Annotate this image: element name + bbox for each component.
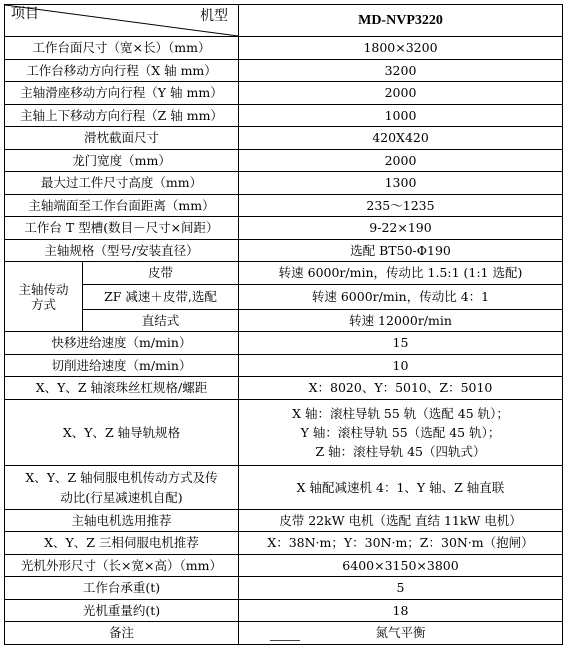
table-row: [5, 82, 563, 105]
guide-rail-line: X 轴：滚柱导轨 55 轨（选配 45 轨）；: [292, 405, 509, 421]
row-label: 主轴规格（型号/安装直径）: [5, 239, 239, 262]
guide-rail-label: X、Y、Z 轴导轨规格: [5, 399, 239, 465]
row-value: 1800×3200: [239, 37, 563, 60]
row-label: 光机重量约(t): [5, 599, 239, 622]
table-row: [5, 127, 563, 150]
row-value: 6400×3150×3800: [239, 554, 563, 577]
row-label: X、Y、Z 轴滚珠丝杠规格/螺距: [5, 377, 239, 400]
row-value: 9-22×190: [239, 217, 563, 240]
servo-drive-label: [5, 465, 239, 509]
row-value: 氮气平衡: [239, 622, 563, 645]
guide-rail-value: [239, 399, 563, 465]
item-header-label: 项目: [11, 6, 39, 22]
servo-drive-value: X 轴配减速机 4：1、Y 轴、Z 轴直联: [239, 465, 563, 509]
row-label: 最大过工件尺寸高度（mm）: [5, 172, 239, 195]
table-row: [5, 37, 563, 60]
row-value: X：8020、Y：5010、Z：5010: [239, 377, 563, 400]
table-row: [5, 577, 563, 600]
row-value: 235～1235: [239, 194, 563, 217]
row-label: 主轴滑座移动方向行程（Y 轴 mm）: [5, 82, 239, 105]
row-value: 选配 BT50-Φ190: [239, 239, 563, 262]
row-label: 主轴端面至工作台面距离（mm）: [5, 194, 239, 217]
table-row: [5, 354, 563, 377]
spindle-drive-label-line1: 主轴传动: [18, 281, 69, 297]
spindle-drive-value: 转速 6000r/min，传动比 1.5:1 (1:1 选配): [239, 262, 563, 285]
row-label: 光机外形尺寸（长×宽×高）（mm）: [5, 554, 239, 577]
table-row: [5, 509, 563, 532]
row-label: 工作台面尺寸（宽×长）（mm）: [5, 37, 239, 60]
table-row: [5, 104, 563, 127]
spindle-drive-label-line2: 方式: [30, 296, 56, 312]
table-row: [5, 554, 563, 577]
spindle-drive-value: 转速 12000r/min: [239, 309, 563, 332]
guide-rail-line: Z 轴：滚柱导轨 45（四轨式）: [315, 443, 486, 459]
table-row: [5, 599, 563, 622]
table-row: [5, 377, 563, 400]
servo-drive-row: [5, 465, 563, 509]
guide-rail-row: [5, 399, 563, 465]
row-value: 10: [239, 354, 563, 377]
row-value: 皮带 22kW 电机（选配 直结 11kW 电机）: [239, 509, 563, 532]
table-row: [5, 332, 563, 355]
table-row: [5, 59, 563, 82]
row-label: X、Y、Z 三相伺服电机推荐: [5, 532, 239, 555]
model-header-label: 机型: [200, 8, 228, 24]
row-label: 快移进给速度（m/min）: [5, 332, 239, 355]
row-label: 工作台移动方向行程（X 轴 mm）: [5, 59, 239, 82]
model-value: MD-NVP3220: [239, 5, 563, 37]
row-value: 1300: [239, 172, 563, 195]
table-row: [5, 194, 563, 217]
row-label: 备注: [5, 622, 239, 645]
servo-drive-label-line1: X、Y、Z 轴伺服电机传动方式及传: [25, 469, 218, 485]
page-edge-mark: [270, 640, 300, 645]
row-value: 2000: [239, 82, 563, 105]
spindle-drive-type: 皮带: [83, 262, 239, 285]
spindle-drive-value: 转速 6000r/min，传动比 4：1: [239, 284, 563, 309]
row-label: 工作台承重(t): [5, 577, 239, 600]
header-row: [5, 5, 563, 37]
table-row: [5, 239, 563, 262]
row-value: 18: [239, 599, 563, 622]
guide-rail-line: Y 轴：滚柱导轨 55（选配 45 轨）；: [300, 424, 501, 440]
row-label: 工作台 T 型槽(数目－尺寸×间距）: [5, 217, 239, 240]
row-label: 主轴上下移动方向行程（Z 轴 mm）: [5, 104, 239, 127]
diagonal-header-cell: [5, 5, 239, 37]
spindle-drive-row: [5, 262, 563, 285]
servo-drive-label-line2: 动比(行星减速机自配): [60, 489, 183, 505]
spindle-drive-type: ZF 减速＋皮带,选配: [83, 284, 239, 309]
row-value: 5: [239, 577, 563, 600]
row-value: 2000: [239, 149, 563, 172]
row-value: X：38N·m；Y：30N·m；Z：30N·m（抱闸）: [239, 532, 563, 555]
spindle-drive-row: [5, 284, 563, 309]
table-row: [5, 217, 563, 240]
table-row: [5, 149, 563, 172]
row-label: 龙门宽度（mm）: [5, 149, 239, 172]
table-row: [5, 532, 563, 555]
spec-table: [4, 4, 563, 645]
spindle-drive-row: [5, 309, 563, 332]
row-value: 420X420: [239, 127, 563, 150]
spindle-drive-label: [5, 262, 83, 332]
row-value: 15: [239, 332, 563, 355]
row-label: 切削进给速度（m/min）: [5, 354, 239, 377]
row-label: 滑枕截面尺寸: [5, 127, 239, 150]
spindle-drive-type: 直结式: [83, 309, 239, 332]
row-value: 3200: [239, 59, 563, 82]
row-value: 1000: [239, 104, 563, 127]
table-row: [5, 172, 563, 195]
row-label: 主轴电机选用推荐: [5, 509, 239, 532]
